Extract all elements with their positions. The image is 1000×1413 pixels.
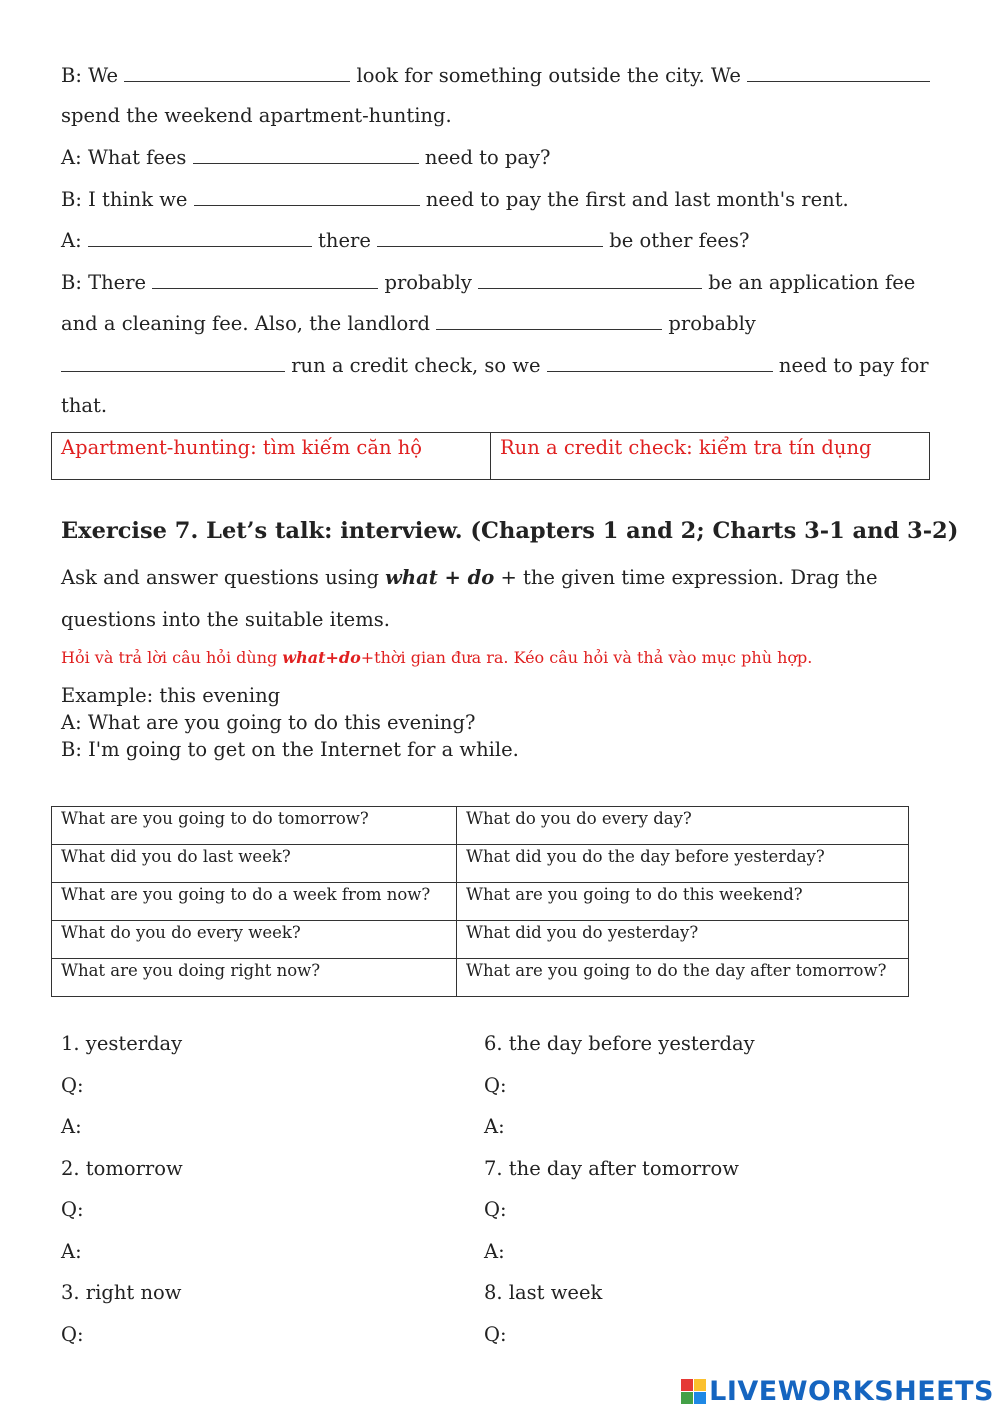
emphasis: what+do <box>282 648 361 667</box>
example-line: A: What are you going to do this evening? <box>61 711 476 734</box>
answer-blank[interactable] <box>478 270 702 289</box>
answer-blank[interactable] <box>193 145 419 164</box>
dialogue-line-3 <box>61 145 551 170</box>
item-label: 6. the day before yesterday <box>484 1032 755 1055</box>
answer-blank[interactable] <box>747 63 930 82</box>
answer-label: A: <box>61 1240 82 1263</box>
answer-blank[interactable] <box>88 228 312 247</box>
text: need to pay the first and last month's rent. <box>419 188 849 211</box>
vocab-cell: Apartment-hunting: tìm kiếm căn hộ <box>52 433 491 480</box>
question-drop-zone[interactable]: Q: <box>61 1323 84 1346</box>
question-drop-zone[interactable]: Q: <box>61 1074 84 1097</box>
answer-blank[interactable] <box>194 187 420 206</box>
item-label: 2. tomorrow <box>61 1157 183 1180</box>
text: and a cleaning fee. Also, the landlord <box>61 312 437 335</box>
table-row <box>52 959 909 997</box>
example-line: B: I'm going to get on the Internet for a while. <box>61 738 519 761</box>
answer-blank[interactable] <box>377 228 603 247</box>
dialogue-line-6 <box>61 270 915 295</box>
answer-label: A: <box>61 1115 82 1138</box>
dialogue-line-5 <box>61 228 749 253</box>
answer-blank[interactable] <box>152 270 378 289</box>
emphasis: what + do <box>385 566 495 589</box>
text: there <box>311 229 378 252</box>
answer-label: A: <box>484 1240 505 1263</box>
table-row <box>52 845 909 883</box>
table-row <box>52 921 909 959</box>
example-line: Example: this evening <box>61 684 281 707</box>
draggable-question[interactable]: What are you doing right now? <box>52 959 457 997</box>
text: B: There <box>61 271 153 294</box>
question-drop-zone[interactable]: Q: <box>484 1074 507 1097</box>
dialogue-line-4 <box>61 187 849 212</box>
draggable-question[interactable]: What are you going to do a week from now? <box>52 883 457 921</box>
item-label: 8. last week <box>484 1281 603 1304</box>
text: B: We <box>61 64 125 87</box>
instruction-line-2: questions into the suitable items. <box>61 608 390 631</box>
draggable-question[interactable]: What did you do yesterday? <box>457 921 909 959</box>
draggable-question[interactable]: What are you going to do this weekend? <box>457 883 909 921</box>
text: +thời gian đưa ra. Kéo câu hỏi và thả vào mục phù hợp. <box>360 648 813 667</box>
question-drop-zone[interactable]: Q: <box>484 1323 507 1346</box>
question-drop-zone[interactable]: Q: <box>484 1198 507 1221</box>
text: + the given time expression. Drag the <box>494 566 878 589</box>
item-label: 1. yesterday <box>61 1032 183 1055</box>
answer-blank[interactable] <box>61 353 285 372</box>
exercise-heading: Exercise 7. Let’s talk: interview. (Chapters 1 and 2; Charts 3-1 and 3-2) <box>61 518 959 544</box>
item-label: 7. the day after tomorrow <box>484 1157 739 1180</box>
text: A: What fees <box>61 146 193 169</box>
dialogue-line-8 <box>61 353 929 378</box>
draggable-question[interactable]: What do you do every day? <box>457 807 909 845</box>
liveworksheets-logo <box>681 1376 994 1407</box>
text: Hỏi và trả lời câu hỏi dùng <box>61 648 283 667</box>
text: be an application fee <box>702 271 916 294</box>
vocab-cell: Run a credit check: kiểm tra tín dụng <box>491 433 930 480</box>
text: run a credit check, so we <box>285 354 547 377</box>
text: probably <box>662 312 756 335</box>
draggable-question[interactable]: What do you do every week? <box>52 921 457 959</box>
text: be other fees? <box>603 229 750 252</box>
draggable-question[interactable]: What did you do last week? <box>52 845 457 883</box>
draggable-question[interactable]: What are you going to do tomorrow? <box>52 807 457 845</box>
dialogue-line-2: spend the weekend apartment-hunting. <box>61 104 452 127</box>
brand-name: LIVEWORKSHEETS <box>709 1376 994 1407</box>
text: need to pay for <box>772 354 929 377</box>
answer-blank[interactable] <box>547 353 773 372</box>
instruction-line-1 <box>61 566 878 589</box>
text: B: I think we <box>61 188 194 211</box>
text: Ask and answer questions using <box>61 566 386 589</box>
vocabulary-table <box>51 432 930 480</box>
draggable-question[interactable]: What did you do the day before yesterday? <box>457 845 909 883</box>
liveworksheets-logo-icon <box>681 1379 706 1404</box>
dialogue-line-7 <box>61 311 756 336</box>
question-drop-zone[interactable]: Q: <box>61 1198 84 1221</box>
table-row <box>52 807 909 845</box>
text: A: <box>61 229 88 252</box>
dialogue-line-9: that. <box>61 394 108 417</box>
dialogue-line-1 <box>61 63 930 88</box>
table-row <box>52 883 909 921</box>
text: need to pay? <box>418 146 551 169</box>
vietnamese-instruction <box>61 648 812 667</box>
item-label: 3. right now <box>61 1281 182 1304</box>
answer-label: A: <box>484 1115 505 1138</box>
draggable-question[interactable]: What are you going to do the day after tomorrow? <box>457 959 909 997</box>
questions-table <box>51 806 909 997</box>
text: look for something outside the city. We <box>350 64 748 87</box>
text: probably <box>378 271 479 294</box>
answer-blank[interactable] <box>436 311 662 330</box>
answer-blank[interactable] <box>124 63 350 82</box>
